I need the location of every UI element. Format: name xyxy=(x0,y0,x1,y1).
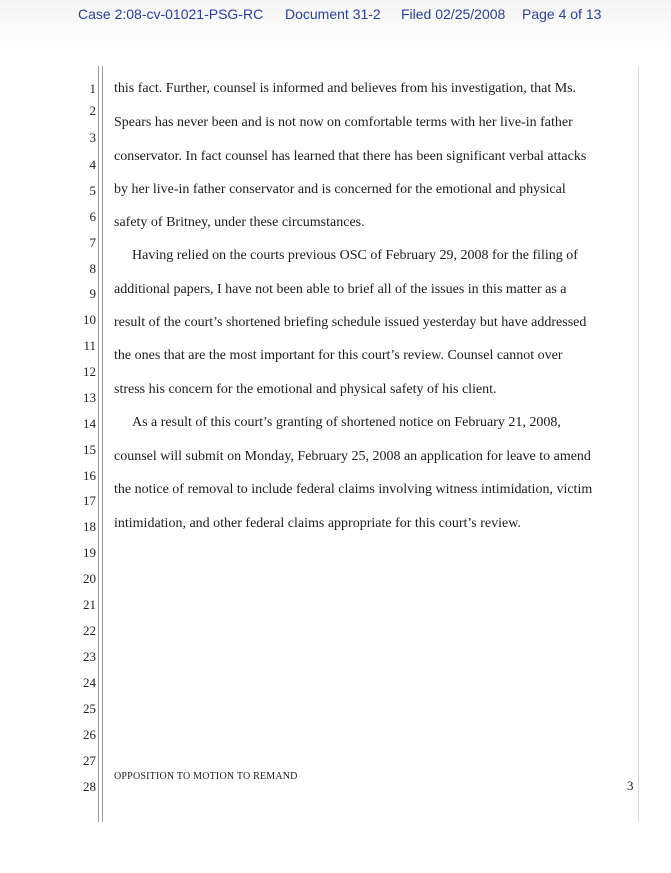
line-number: 8 xyxy=(89,261,96,276)
case-number: Case 2:08-cv-01021-PSG-RC xyxy=(78,6,264,22)
line-number: 7 xyxy=(89,235,96,250)
line-number: 25 xyxy=(83,701,96,716)
line-number: 26 xyxy=(83,727,96,742)
line-number: 14 xyxy=(83,416,96,431)
line-number: 11 xyxy=(83,338,96,353)
line-number: 3 xyxy=(89,130,96,145)
footer-page-number: 3 xyxy=(627,778,634,793)
right-margin-rule xyxy=(638,66,639,822)
footer-document-title: OPPOSITION TO MOTION TO REMAND xyxy=(114,771,298,782)
body-line: the ones that are the most important for this court’s review. Counsel cannot over xyxy=(114,348,563,363)
line-number: 22 xyxy=(83,623,96,638)
body-line: by her live-in father conservator and is concerned for the emotional and physical xyxy=(114,182,566,197)
filed-date: Filed 02/25/2008 xyxy=(401,6,506,22)
body-line: this fact. Further, counsel is informed and believes from his investigation, that Ms. xyxy=(114,81,577,96)
body-line: Spears has never been and is not now on comfortable terms with her live-in father xyxy=(114,115,573,130)
page-indicator: Page 4 of 13 xyxy=(522,6,602,22)
line-number: 16 xyxy=(83,468,96,483)
line-number: 2 xyxy=(89,103,96,118)
line-number: 18 xyxy=(83,519,96,534)
body-line: additional papers, I have not been able to brief all of the issues in this matter as a xyxy=(114,282,567,297)
body-line: result of the court’s shortened briefing schedule issued yesterday but have addressed xyxy=(114,315,587,330)
margin-rule-left xyxy=(98,66,99,822)
document-number: Document 31-2 xyxy=(285,6,381,22)
line-number: 21 xyxy=(83,597,96,612)
line-number: 9 xyxy=(89,286,96,301)
line-number: 12 xyxy=(83,364,96,379)
line-number: 17 xyxy=(83,493,96,508)
line-number: 28 xyxy=(83,779,96,794)
line-number: 20 xyxy=(83,571,96,586)
line-number: 19 xyxy=(83,545,96,560)
line-number: 15 xyxy=(83,442,96,457)
body-line: safety of Britney, under these circumstances. xyxy=(114,215,365,230)
line-number: 13 xyxy=(83,390,96,405)
line-number: 24 xyxy=(83,675,96,690)
body-line: intimidation, and other federal claims appropriate for this court’s review. xyxy=(114,516,521,531)
line-number: 6 xyxy=(89,209,96,224)
line-number: 4 xyxy=(89,157,96,172)
line-number: 1 xyxy=(89,81,96,96)
line-number: 10 xyxy=(83,312,96,327)
body-line: Having relied on the courts previous OSC of February 29, 2008 for the filing of xyxy=(132,248,578,263)
margin-rule-right xyxy=(102,66,103,822)
body-line: the notice of removal to include federal claims involving witness intimidation, victim xyxy=(114,482,593,497)
line-number: 23 xyxy=(83,649,96,664)
line-number: 5 xyxy=(89,183,96,198)
body-line: stress his concern for the emotional and physical safety of his client. xyxy=(114,382,497,397)
body-line: counsel will submit on Monday, February 25, 2008 an application for leave to amend xyxy=(114,449,591,464)
line-number: 27 xyxy=(83,753,96,768)
body-line: As a result of this court’s granting of shortened notice on February 21, 2008, xyxy=(132,415,561,430)
body-line: conservator. In fact counsel has learned that there has been significant verbal attacks xyxy=(114,149,587,164)
